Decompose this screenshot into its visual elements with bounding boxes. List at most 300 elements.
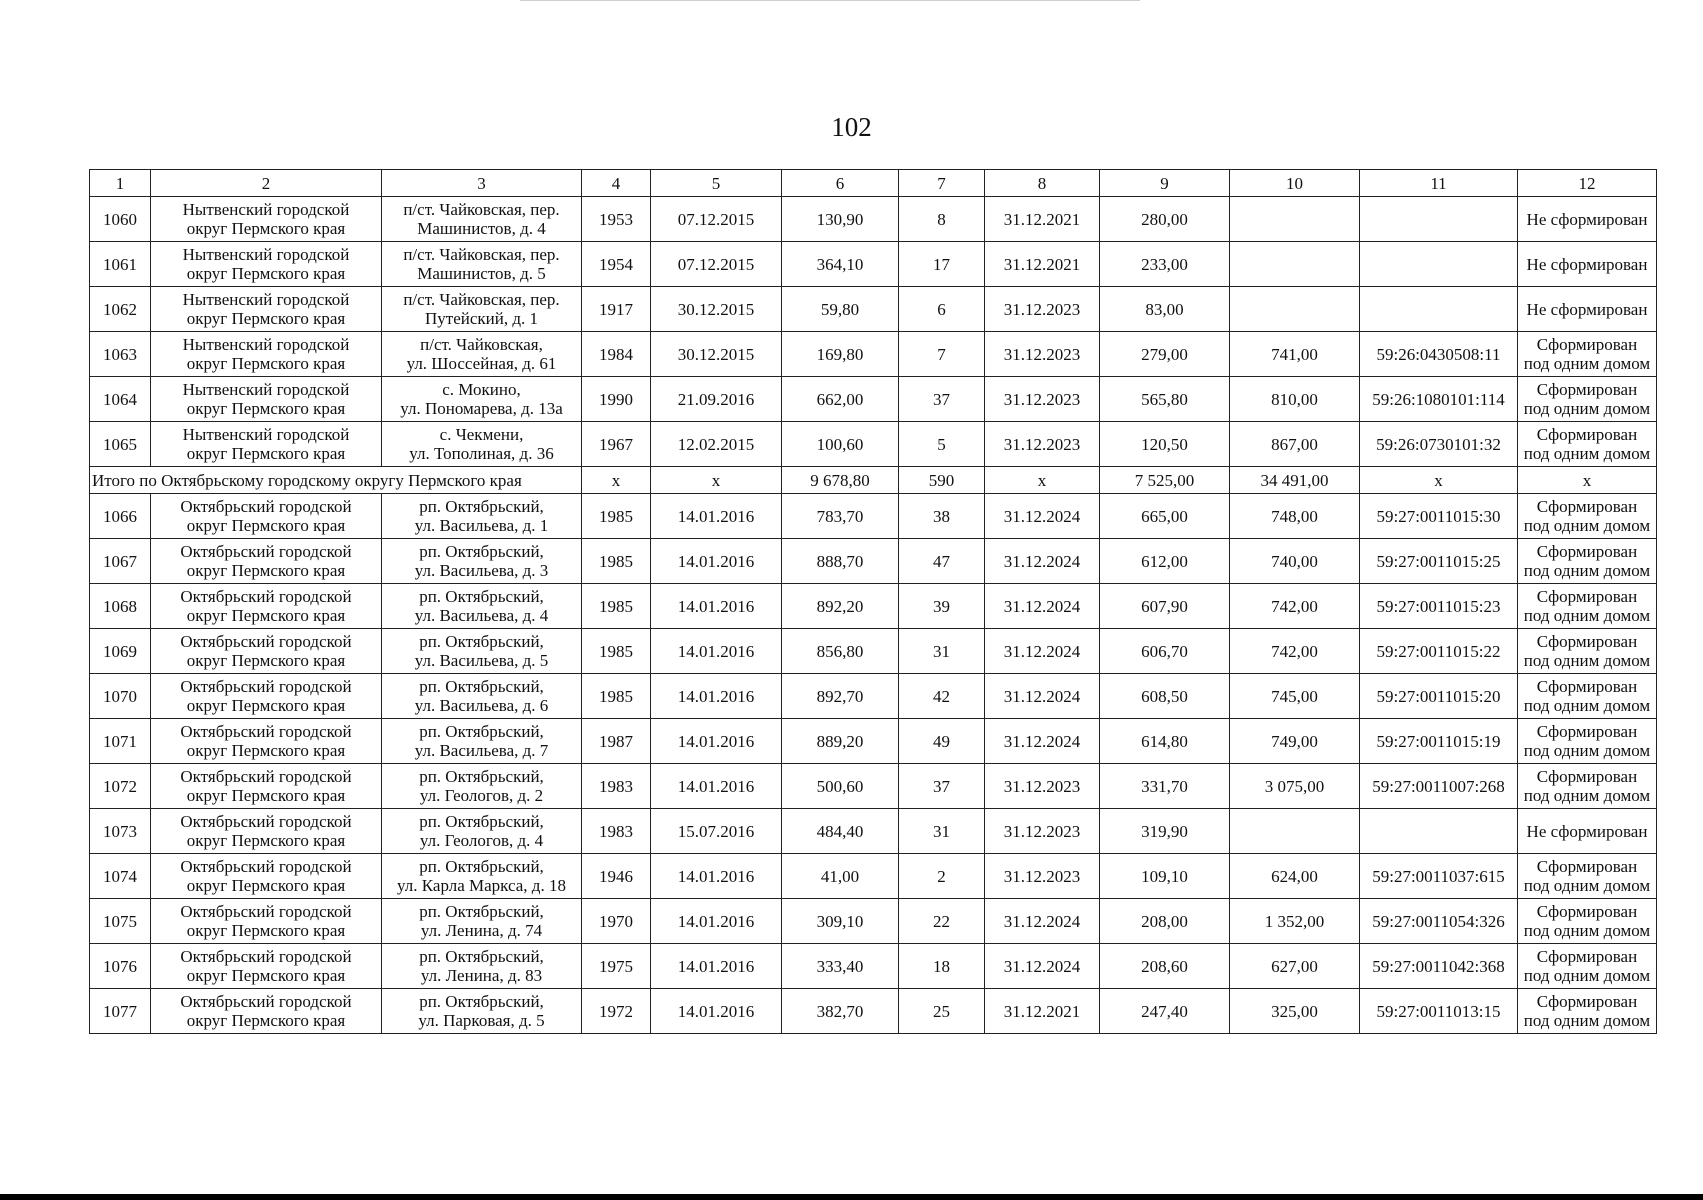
plan-date: 31.12.2024 [985, 899, 1100, 944]
land-status [1518, 809, 1657, 854]
value-10: 742,00 [1230, 584, 1360, 629]
recognition-date: 14.01.2016 [651, 539, 782, 584]
plan-date: 31.12.2023 [985, 854, 1100, 899]
area: 333,40 [782, 944, 899, 989]
recognition-date: 07.12.2015 [651, 197, 782, 242]
total-col11: х [1360, 467, 1518, 494]
municipality-line: Октябрьский городской [180, 542, 352, 561]
address-line: Путейский, д. 1 [425, 309, 538, 328]
value-9: 109,10 [1100, 854, 1230, 899]
cadastral-number: 59:27:0011015:20 [1360, 674, 1518, 719]
table-row [90, 539, 1657, 584]
land-status [1518, 944, 1657, 989]
recognition-date: 14.01.2016 [651, 944, 782, 989]
plan-date: 31.12.2023 [985, 422, 1100, 467]
land-status-line: под одним домом [1523, 696, 1651, 715]
value-10: 1 352,00 [1230, 899, 1360, 944]
area: 484,40 [782, 809, 899, 854]
value-10 [1230, 809, 1360, 854]
column-number: 3 [382, 170, 582, 197]
land-status-line: под одним домом [1523, 921, 1651, 940]
total-col5: х [651, 467, 782, 494]
land-status-line: Сформирован [1536, 677, 1638, 696]
address-line: с. Чекмени, [439, 425, 524, 444]
column-number: 6 [782, 170, 899, 197]
address-line: рп. Октябрьский, [419, 587, 544, 606]
recognition-date: 15.07.2016 [651, 809, 782, 854]
table-row [90, 944, 1657, 989]
area: 59,80 [782, 287, 899, 332]
address-line: с. Мокино, [442, 380, 521, 399]
municipality-line: Октябрьский городской [180, 587, 352, 606]
municipality [151, 584, 382, 629]
land-status [1518, 629, 1657, 674]
build-year: 1985 [582, 629, 651, 674]
municipality [151, 989, 382, 1034]
table-row [90, 287, 1657, 332]
value-10 [1230, 242, 1360, 287]
municipality-line: Октябрьский городской [180, 857, 352, 876]
address-line: рп. Октябрьский, [419, 812, 544, 831]
housing-table [89, 169, 1657, 1034]
build-year: 1972 [582, 989, 651, 1034]
area: 100,60 [782, 422, 899, 467]
value-9: 606,70 [1100, 629, 1230, 674]
municipality [151, 629, 382, 674]
plan-date: 31.12.2024 [985, 944, 1100, 989]
table-row [90, 854, 1657, 899]
recognition-date: 12.02.2015 [651, 422, 782, 467]
land-status-line: Сформирован [1536, 722, 1638, 741]
municipality-line: округ Пермского края [186, 786, 346, 805]
land-status-line: Сформирован [1536, 857, 1638, 876]
build-year: 1953 [582, 197, 651, 242]
value-9: 331,70 [1100, 764, 1230, 809]
build-year: 1917 [582, 287, 651, 332]
build-year: 1985 [582, 584, 651, 629]
plan-date: 31.12.2021 [985, 989, 1100, 1034]
area: 783,70 [782, 494, 899, 539]
cadastral-number: 59:27:0011013:15 [1360, 989, 1518, 1034]
municipality-line: Нытвенский городской [182, 425, 350, 444]
value-9: 612,00 [1100, 539, 1230, 584]
land-status [1518, 494, 1657, 539]
column-number: 11 [1360, 170, 1518, 197]
table-row [90, 332, 1657, 377]
area: 41,00 [782, 854, 899, 899]
land-status [1518, 899, 1657, 944]
area: 892,70 [782, 674, 899, 719]
row-number: 1062 [90, 287, 151, 332]
land-status-line: под одним домом [1523, 399, 1651, 418]
municipality [151, 287, 382, 332]
value-9: 665,00 [1100, 494, 1230, 539]
plan-date: 31.12.2024 [985, 629, 1100, 674]
municipality-line: Октябрьский городской [180, 767, 352, 786]
area: 662,00 [782, 377, 899, 422]
municipality-line: Нытвенский городской [182, 335, 350, 354]
build-year: 1970 [582, 899, 651, 944]
address-line: ул. Шоссейная, д. 61 [406, 354, 557, 373]
column-number: 1 [90, 170, 151, 197]
area: 889,20 [782, 719, 899, 764]
address [382, 764, 582, 809]
value-10 [1230, 197, 1360, 242]
municipality-line: Октябрьский городской [180, 497, 352, 516]
address [382, 944, 582, 989]
address-line: ул. Геологов, д. 2 [419, 786, 544, 805]
address-line: п/ст. Чайковская, пер. [403, 290, 560, 309]
value-9: 233,00 [1100, 242, 1230, 287]
column-number: 4 [582, 170, 651, 197]
land-status-line: Сформирован [1536, 947, 1638, 966]
value-9: 607,90 [1100, 584, 1230, 629]
municipality [151, 377, 382, 422]
municipality-line: округ Пермского края [186, 264, 346, 283]
address-line: п/ст. Чайковская, [420, 335, 543, 354]
row-number: 1075 [90, 899, 151, 944]
land-status [1518, 422, 1657, 467]
address-line: ул. Васильева, д. 7 [414, 741, 549, 760]
municipality-line: Октябрьский городской [180, 992, 352, 1011]
land-status-line: под одним домом [1523, 966, 1651, 985]
value-9: 319,90 [1100, 809, 1230, 854]
municipality-line: округ Пермского края [186, 354, 346, 373]
address-line: ул. Тополиная, д. 36 [409, 444, 554, 463]
land-status [1518, 197, 1657, 242]
municipality-line: Нытвенский городской [182, 290, 350, 309]
value-9: 83,00 [1100, 287, 1230, 332]
value-10: 627,00 [1230, 944, 1360, 989]
table-row [90, 764, 1657, 809]
cadastral-number [1360, 287, 1518, 332]
table-row [90, 989, 1657, 1034]
municipality-line: Октябрьский городской [180, 677, 352, 696]
build-year: 1983 [582, 764, 651, 809]
table-row [90, 629, 1657, 674]
address [382, 242, 582, 287]
value-10: 741,00 [1230, 332, 1360, 377]
residents: 22 [899, 899, 985, 944]
residents: 47 [899, 539, 985, 584]
table-row [90, 674, 1657, 719]
residents: 38 [899, 494, 985, 539]
build-year: 1987 [582, 719, 651, 764]
build-year: 1990 [582, 377, 651, 422]
row-number: 1077 [90, 989, 151, 1034]
residents: 39 [899, 584, 985, 629]
total-col8: х [985, 467, 1100, 494]
address-line: п/ст. Чайковская, пер. [403, 200, 560, 219]
value-10: 742,00 [1230, 629, 1360, 674]
land-status-line: Сформирован [1536, 542, 1638, 561]
municipality-line: округ Пермского края [186, 651, 346, 670]
column-number: 10 [1230, 170, 1360, 197]
table-row [90, 899, 1657, 944]
build-year: 1983 [582, 809, 651, 854]
recognition-date: 21.09.2016 [651, 377, 782, 422]
address-line: ул. Карла Маркса, д. 18 [397, 876, 566, 895]
area: 169,80 [782, 332, 899, 377]
value-10: 745,00 [1230, 674, 1360, 719]
residents: 6 [899, 287, 985, 332]
cadastral-number: 59:27:0011015:23 [1360, 584, 1518, 629]
address [382, 989, 582, 1034]
area: 382,70 [782, 989, 899, 1034]
address [382, 854, 582, 899]
land-status-line: под одним домом [1523, 354, 1651, 373]
recognition-date: 14.01.2016 [651, 899, 782, 944]
value-10: 810,00 [1230, 377, 1360, 422]
value-9: 565,80 [1100, 377, 1230, 422]
plan-date: 31.12.2023 [985, 377, 1100, 422]
plan-date: 31.12.2021 [985, 242, 1100, 287]
address [382, 377, 582, 422]
row-number: 1074 [90, 854, 151, 899]
land-status [1518, 719, 1657, 764]
land-status-line: Не сформирован [1526, 821, 1648, 841]
row-number: 1073 [90, 809, 151, 854]
address [382, 422, 582, 467]
land-status [1518, 332, 1657, 377]
residents: 17 [899, 242, 985, 287]
municipality-line: Октябрьский городской [180, 632, 352, 651]
column-number: 9 [1100, 170, 1230, 197]
cadastral-number: 59:27:0011054:326 [1360, 899, 1518, 944]
plan-date: 31.12.2023 [985, 809, 1100, 854]
address [382, 287, 582, 332]
municipality [151, 809, 382, 854]
area: 364,10 [782, 242, 899, 287]
municipality-line: округ Пермского края [186, 399, 346, 418]
residents: 7 [899, 332, 985, 377]
residents: 31 [899, 809, 985, 854]
area: 130,90 [782, 197, 899, 242]
municipality-line: округ Пермского края [186, 966, 346, 985]
build-year: 1975 [582, 944, 651, 989]
column-number: 7 [899, 170, 985, 197]
municipality [151, 899, 382, 944]
municipality [151, 242, 382, 287]
row-number: 1067 [90, 539, 151, 584]
municipality [151, 854, 382, 899]
land-status-line: под одним домом [1523, 651, 1651, 670]
cadastral-number: 59:26:1080101:114 [1360, 377, 1518, 422]
value-9: 120,50 [1100, 422, 1230, 467]
cadastral-number: 59:27:0011007:268 [1360, 764, 1518, 809]
land-status-line: Не сформирован [1526, 209, 1648, 229]
address-line: ул. Васильева, д. 5 [414, 651, 549, 670]
address [382, 197, 582, 242]
table-row [90, 377, 1657, 422]
row-number: 1063 [90, 332, 151, 377]
municipality-line: округ Пермского края [186, 1011, 346, 1030]
municipality-line: Нытвенский городской [182, 200, 350, 219]
plan-date: 31.12.2024 [985, 494, 1100, 539]
value-10: 749,00 [1230, 719, 1360, 764]
municipality [151, 539, 382, 584]
scan-edge-bottom [0, 1194, 1703, 1200]
cadastral-number: 59:27:0011042:368 [1360, 944, 1518, 989]
land-status [1518, 674, 1657, 719]
table-row [90, 197, 1657, 242]
address [382, 719, 582, 764]
land-status-line: под одним домом [1523, 444, 1651, 463]
row-number: 1071 [90, 719, 151, 764]
plan-date: 31.12.2024 [985, 584, 1100, 629]
recognition-date: 14.01.2016 [651, 764, 782, 809]
municipality [151, 494, 382, 539]
municipality-line: Октябрьский городской [180, 947, 352, 966]
value-10: 740,00 [1230, 539, 1360, 584]
land-status-line: под одним домом [1523, 876, 1651, 895]
row-number: 1072 [90, 764, 151, 809]
land-status [1518, 584, 1657, 629]
recognition-date: 07.12.2015 [651, 242, 782, 287]
land-status-line: Сформирован [1536, 380, 1638, 399]
address-line: рп. Октябрьский, [419, 767, 544, 786]
table-row [90, 719, 1657, 764]
land-status-line: Не сформирован [1526, 299, 1648, 319]
address-line: рп. Октябрьский, [419, 677, 544, 696]
municipality-line: Нытвенский городской [182, 380, 350, 399]
land-status [1518, 989, 1657, 1034]
row-number: 1060 [90, 197, 151, 242]
cadastral-number [1360, 197, 1518, 242]
municipality-line: округ Пермского края [186, 516, 346, 535]
residents: 42 [899, 674, 985, 719]
address [382, 629, 582, 674]
land-status-line: Сформирован [1536, 632, 1638, 651]
cadastral-number: 59:27:0011015:25 [1360, 539, 1518, 584]
address [382, 899, 582, 944]
value-10: 624,00 [1230, 854, 1360, 899]
cadastral-number [1360, 809, 1518, 854]
area: 309,10 [782, 899, 899, 944]
land-status [1518, 377, 1657, 422]
area: 892,20 [782, 584, 899, 629]
municipality-line: округ Пермского края [186, 444, 346, 463]
table-body [90, 170, 1657, 1034]
address-line: ул. Ленина, д. 83 [420, 966, 543, 985]
residents: 49 [899, 719, 985, 764]
land-status-line: Сформирован [1536, 767, 1638, 786]
municipality [151, 422, 382, 467]
row-number: 1076 [90, 944, 151, 989]
land-status [1518, 539, 1657, 584]
cadastral-number: 59:27:0011015:30 [1360, 494, 1518, 539]
table-row [90, 584, 1657, 629]
recognition-date: 14.01.2016 [651, 854, 782, 899]
address-line: ул. Васильева, д. 3 [414, 561, 549, 580]
plan-date: 31.12.2023 [985, 287, 1100, 332]
address-line: рп. Октябрьский, [419, 992, 544, 1011]
area: 888,70 [782, 539, 899, 584]
municipality-line: округ Пермского края [186, 741, 346, 760]
build-year: 1967 [582, 422, 651, 467]
address [382, 332, 582, 377]
build-year: 1985 [582, 494, 651, 539]
value-10 [1230, 287, 1360, 332]
plan-date: 31.12.2024 [985, 719, 1100, 764]
column-number: 8 [985, 170, 1100, 197]
land-status-line: Сформирован [1536, 992, 1638, 1011]
plan-date: 31.12.2021 [985, 197, 1100, 242]
column-number: 5 [651, 170, 782, 197]
address-line: рп. Октябрьский, [419, 497, 544, 516]
municipality-line: округ Пермского края [186, 219, 346, 238]
residents: 25 [899, 989, 985, 1034]
residents: 31 [899, 629, 985, 674]
value-10: 748,00 [1230, 494, 1360, 539]
address-line: ул. Васильева, д. 1 [414, 516, 549, 535]
value-10: 867,00 [1230, 422, 1360, 467]
value-9: 208,00 [1100, 899, 1230, 944]
column-number-row [90, 170, 1657, 197]
municipality [151, 674, 382, 719]
cadastral-number: 59:26:0730101:32 [1360, 422, 1518, 467]
land-status-line: Сформирован [1536, 587, 1638, 606]
municipality-line: Октябрьский городской [180, 812, 352, 831]
build-year: 1985 [582, 674, 651, 719]
total-col12: х [1518, 467, 1657, 494]
land-status-line: под одним домом [1523, 561, 1651, 580]
address-line: ул. Ленина, д. 74 [420, 921, 543, 940]
municipality-line: округ Пермского края [186, 921, 346, 940]
residents: 37 [899, 764, 985, 809]
address [382, 494, 582, 539]
address-line: п/ст. Чайковская, пер. [403, 245, 560, 264]
recognition-date: 30.12.2015 [651, 287, 782, 332]
table-row [90, 422, 1657, 467]
row-number: 1065 [90, 422, 151, 467]
municipality [151, 719, 382, 764]
land-status [1518, 854, 1657, 899]
cadastral-number: 59:27:0011015:22 [1360, 629, 1518, 674]
address [382, 539, 582, 584]
row-number: 1061 [90, 242, 151, 287]
residents: 2 [899, 854, 985, 899]
build-year: 1946 [582, 854, 651, 899]
municipality-line: округ Пермского края [186, 831, 346, 850]
address [382, 809, 582, 854]
total-residents: 590 [899, 467, 985, 494]
recognition-date: 14.01.2016 [651, 674, 782, 719]
municipality-line: Октябрьский городской [180, 722, 352, 741]
row-number: 1070 [90, 674, 151, 719]
recognition-date: 14.01.2016 [651, 719, 782, 764]
address-line: ул. Васильева, д. 4 [414, 606, 549, 625]
value-9: 280,00 [1100, 197, 1230, 242]
total-col4: х [582, 467, 651, 494]
total-row [90, 467, 1657, 494]
column-number: 12 [1518, 170, 1657, 197]
value-9: 614,80 [1100, 719, 1230, 764]
build-year: 1954 [582, 242, 651, 287]
plan-date: 31.12.2024 [985, 674, 1100, 719]
address-line: ул. Пономарева, д. 13а [400, 399, 563, 418]
row-number: 1064 [90, 377, 151, 422]
residents: 8 [899, 197, 985, 242]
municipality-line: округ Пермского края [186, 696, 346, 715]
row-number: 1069 [90, 629, 151, 674]
build-year: 1984 [582, 332, 651, 377]
table-row [90, 494, 1657, 539]
municipality-line: Нытвенский городской [182, 245, 350, 264]
area: 500,60 [782, 764, 899, 809]
table-row [90, 242, 1657, 287]
municipality [151, 197, 382, 242]
